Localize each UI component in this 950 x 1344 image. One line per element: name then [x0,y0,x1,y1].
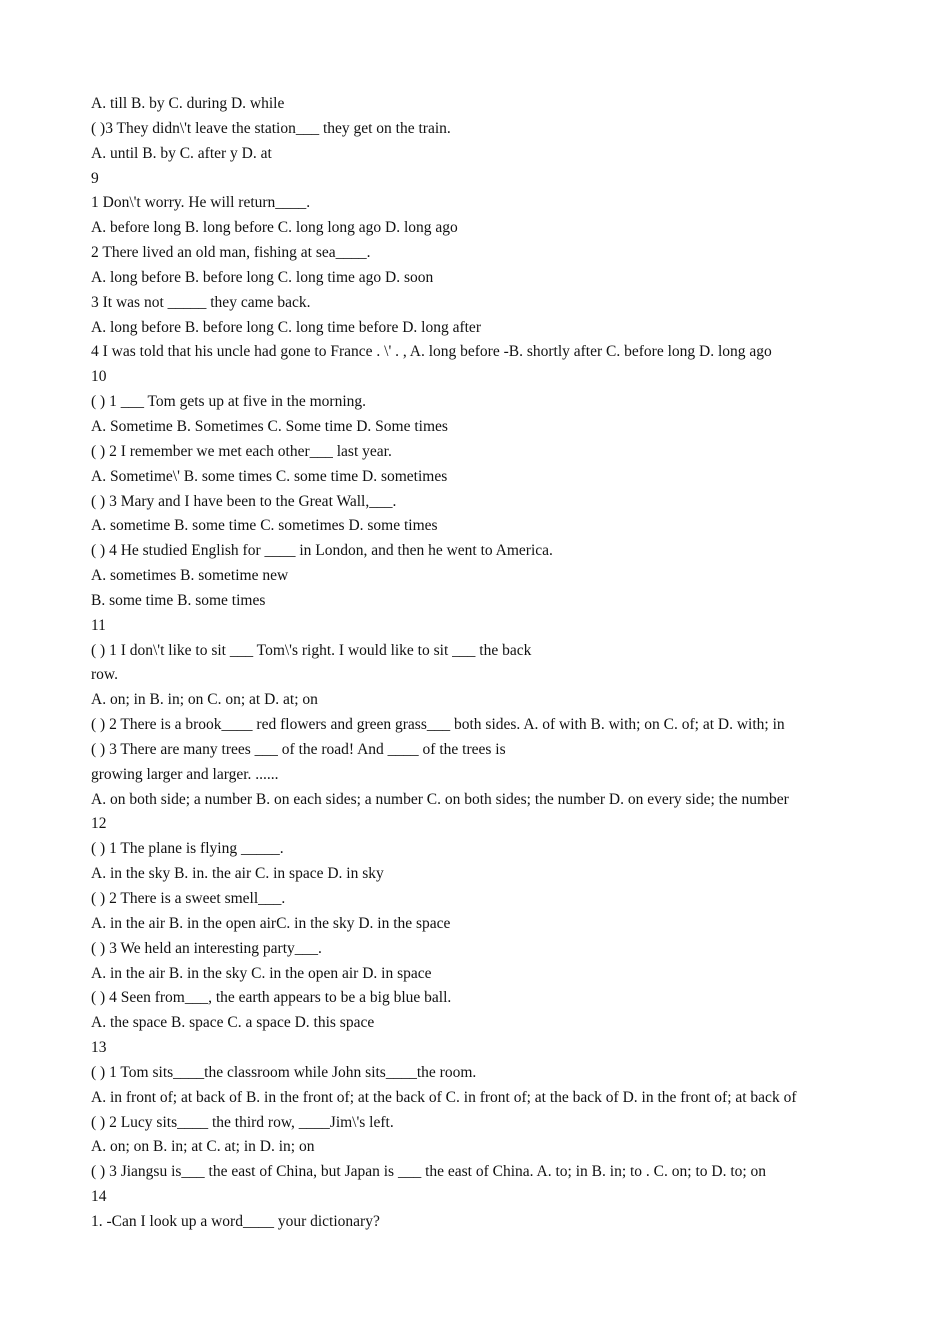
text-line: A. before long B. long before C. long long ago D. long ago [91,219,458,237]
section-number: 10 [91,368,107,386]
text-line: A. until B. by C. after y D. at [91,144,272,162]
text-line: A. on; on B. in; at C. at; in D. in; on [91,1138,315,1156]
text-line: A. till B. by C. during D. while [91,95,285,112]
text-line: ( ) 1 Tom sits____the classroom while John sits____the room. [91,1063,477,1081]
text-line: ( ) 2 Lucy sits____ the third row, ____Jim\'s left. [91,1113,394,1131]
text-line: ( ) 1 ___ Tom gets up at five in the morning. [91,393,367,411]
section-number: 13 [91,1039,107,1057]
text-line: A. sometimes B. sometime new [91,567,289,585]
section-number: 12 [91,815,107,833]
text-line: A. long before B. before long C. long time before D. long after [91,318,481,336]
text-line: 2 There lived an old man, fishing at sea____. [91,244,371,262]
text-line: ( ) 2 I remember we met each other___ last year. [91,442,392,460]
text-line: A. Sometime\' B. some times C. some time D. sometimes [91,467,448,485]
text-line: A. on both side; a number B. on each sides; a number C. on both sides; the number D. on every side; the number [91,790,789,808]
text-line: ( ) 1 I don\'t like to sit ___ Tom\'s right. I would like to sit ___ the back [91,641,532,659]
text-line: A. in front of; at back of B. in the front of; at the back of C. in front of; at the back of D. in the front of; at back of [91,1088,797,1106]
text-line: ( ) 3 We held an interesting party___. [91,939,322,957]
text-line: 4 I was told that his uncle had gone to France . \' . , A. long before -B. shortly after C. before long D. long ago [91,343,772,361]
section-number: 11 [91,616,106,634]
text-line: 1. -Can I look up a word____ your dictionary? [91,1212,380,1230]
text-line: ( ) 1 The plane is flying _____. [91,840,284,858]
text-line: A. long before B. before long C. long time ago D. soon [91,268,434,286]
document-text [91,92,921,1235]
text-line: ( ) 2 There is a brook____ red flowers and green grass___ both sides. A. of with B. with; on C. of; at D. with; in [91,716,785,734]
text-line: 3 It was not _____ they came back. [91,293,311,311]
text-line: B. some time B. some times [91,591,266,609]
text-line: growing larger and larger. ...... [91,765,279,783]
text-line: ( ) 3 Jiangsu is___ the east of China, but Japan is ___ the east of China. A. to; in B. in; to . C. on; to D. to; on [91,1163,767,1181]
section-number: 9 [91,169,99,187]
text-line: A. in the air B. in the sky C. in the open air D. in space [91,964,432,982]
text-line: ( ) 3 There are many trees ___ of the road! And ____ of the trees is [91,740,506,758]
text-line: A. the space B. space C. a space D. this space [91,1014,375,1032]
text-line: ( ) 4 Seen from___, the earth appears to be a big blue ball. [91,989,452,1007]
text-line: ( ) 3 Mary and I have been to the Great Wall,___. [91,492,397,510]
text-line: ( ) 4 He studied English for ____ in London, and then he went to America. [91,542,553,560]
text-line: ( )3 They didn\'t leave the station___ they get on the train. [91,119,451,137]
text-line: ( ) 2 There is a sweet smell___. [91,890,286,907]
text-line: A. Sometime B. Sometimes C. Some time D. Some times [91,417,448,435]
text-line: A. on; in B. in; on C. on; at D. at; on [91,691,318,709]
text-line: A. in the air B. in the open airC. in the sky D. in the space [91,914,451,932]
section-number: 14 [91,1188,107,1206]
text-line: A. sometime B. some time C. sometimes D. some times [91,517,438,535]
text-line: row. [91,666,118,684]
text-line: 1 Don\'t worry. He will return____. [91,194,311,212]
text-line: A. in the sky B. in. the air C. in space D. in sky [91,865,384,883]
